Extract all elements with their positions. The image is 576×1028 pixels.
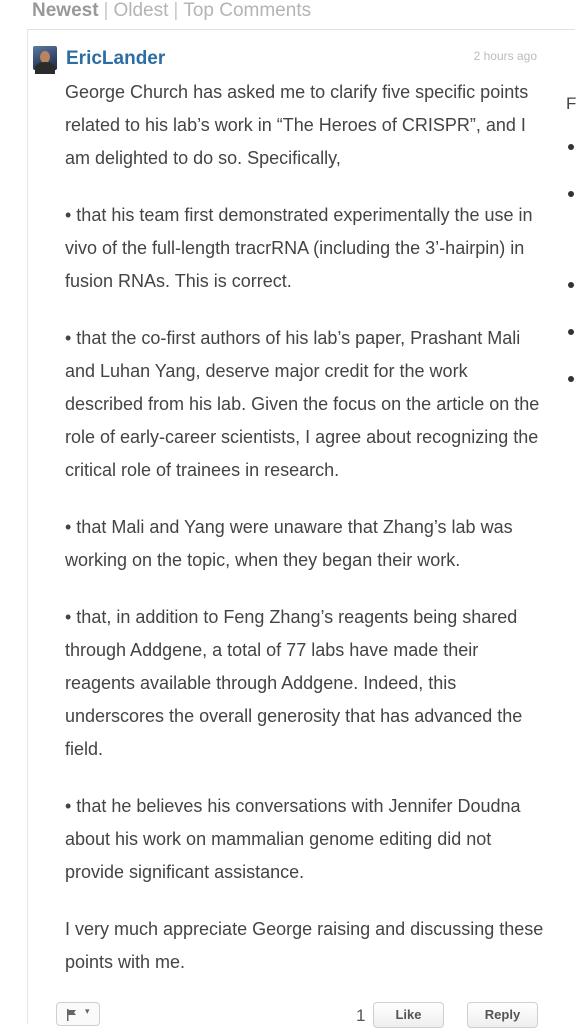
flag-icon	[66, 1009, 78, 1021]
reply-button[interactable]: Reply	[467, 1002, 538, 1028]
comment-paragraph: • that his team first demonstrated experimentally the use in vivo of the full-length tracrRNA (including the 3’-hairpin) in fusion RNAs. This is correct.	[65, 205, 533, 291]
sidebar-fragment	[563, 88, 575, 408]
bullet-icon	[568, 282, 574, 288]
sort-separator: |	[173, 0, 179, 21]
sort-newest[interactable]: Newest	[32, 0, 99, 21]
comment-paragraph: • that he believes his conversations with Jennifer Doudna about his work on mammalian genome editing did not provide significant assistance.	[65, 796, 521, 882]
avatar[interactable]	[33, 46, 57, 70]
avatar-shoulders	[35, 62, 55, 74]
comment-paragraph: • that the co-first authors of his lab’s paper, Prashant Mali and Luhan Yang, deserve major credit for the work described from his lab. Given the focus on the article on the role of early-career scientists, I agree about recognizing the critical role of trainees in research.	[65, 328, 540, 480]
sort-oldest[interactable]: Oldest	[113, 0, 169, 21]
comment-footer	[0, 998, 575, 1024]
bullet-icon	[568, 376, 574, 382]
divider	[27, 29, 575, 30]
comment-paragraph: • that Mali and Yang were unaware that Zhang’s lab was working on the topic, when they began their work.	[65, 517, 513, 570]
comment-paragraph: George Church has asked me to clarify five specific points related to his lab’s work in “The Heroes of CRISPR”, and I am delighted to do so. Specifically,	[65, 82, 529, 168]
sort-top-comments[interactable]: Top Comments	[183, 0, 312, 21]
flag-button[interactable]	[56, 1002, 100, 1026]
like-button[interactable]: Like	[373, 1002, 444, 1028]
bullet-icon	[568, 329, 574, 335]
chevron-down-icon: ▾	[85, 1006, 90, 1016]
sort-separator: |	[103, 0, 109, 21]
sidebar-fragment-letter: F	[566, 94, 576, 113]
comment-body	[65, 76, 545, 1003]
comment-thread-rail	[27, 30, 28, 1024]
comment-author[interactable]: EricLander	[66, 48, 166, 69]
bullet-icon	[568, 144, 574, 150]
bullet-icon	[568, 191, 574, 197]
comment-paragraph: • that, in addition to Feng Zhang’s reagents being shared through Addgene, a total of 77 labs have made their reagents available through Addgene. Indeed, this underscores the overall generosity that has advanced the field.	[65, 607, 523, 759]
comment-timestamp[interactable]: 2 hours ago	[473, 49, 537, 63]
comment-sort-bar	[32, 0, 311, 26]
comment-paragraph: I very much appreciate George raising and discussing these points with me.	[65, 919, 544, 972]
like-count: 1	[356, 1006, 366, 1025]
